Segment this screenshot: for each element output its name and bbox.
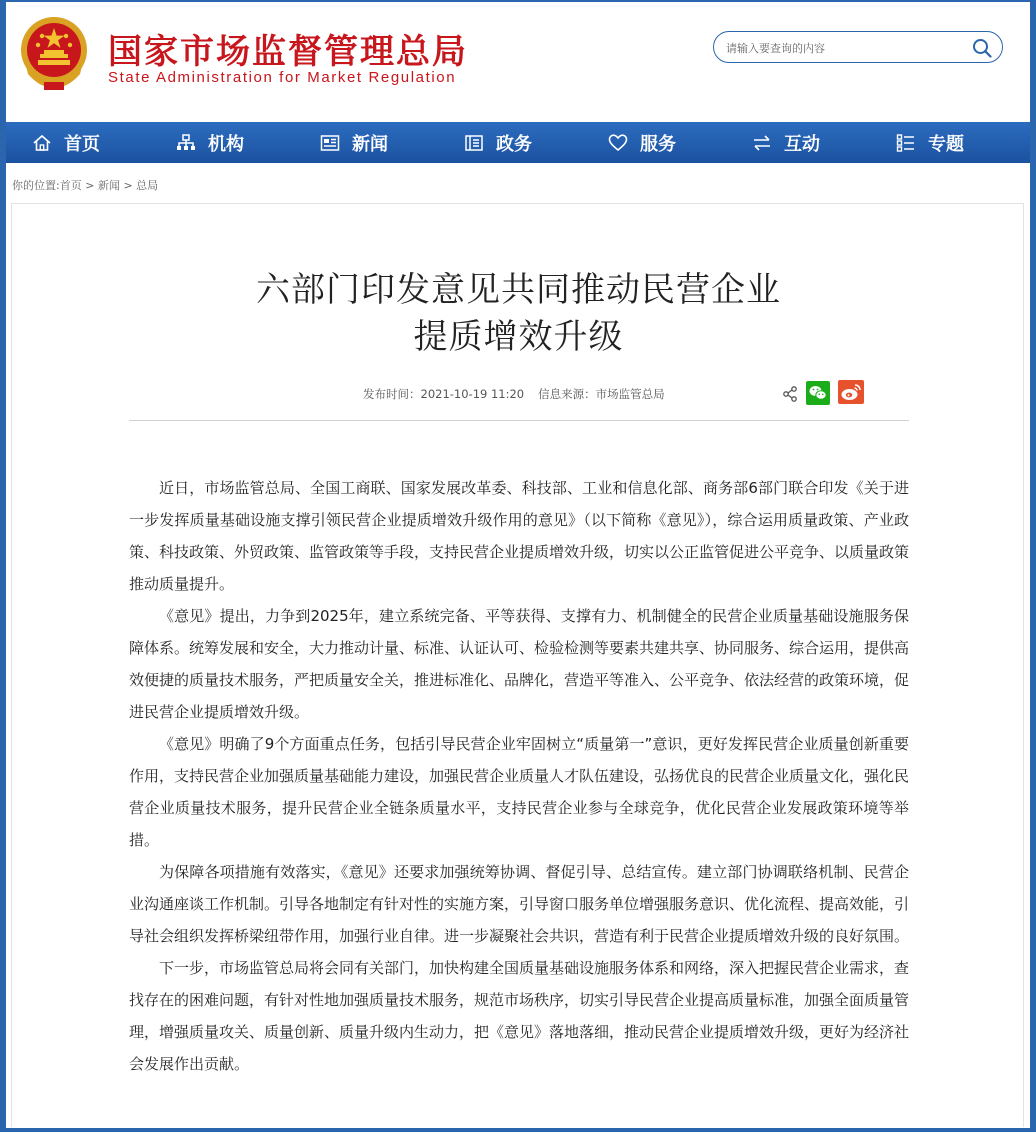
share-icon[interactable] [782,386,798,402]
main-nav [6,122,1030,163]
nav-item-news[interactable] [320,122,388,163]
article-paragraph: 《意见》明确了9个方面重点任务，包括引导民营企业牢固树立“质量第一”意识，更好发挥民营企业质量创新重要作用，支持民营企业加强质量基础能力建设，加强民营企业质量人才队伍建设，弘扬优良的民营企业质量文化，强化民营企业质量技术服务，提升民营企业全链条质量水平，支持民营企业参与全球竞争，优化民营企业发展政策环境等举措。 [129,735,910,849]
title-divider [129,420,909,421]
article-meta [363,386,665,402]
site-title[interactable]: 国家市场监督管理总局 [108,32,468,72]
breadcrumb-item-hq[interactable]: 总局 [136,179,159,192]
nav-item-service[interactable] [608,122,676,163]
info-source: 信息来源：市场监管总局 [538,387,665,401]
breadcrumb [12,177,158,193]
nav-label-service: 服务 [640,133,676,155]
news-icon [320,133,340,153]
org-chart-icon [176,133,196,153]
article-title [12,267,1025,361]
article-title-line2: 提质增效升级 [413,317,624,357]
breadcrumb-prefix: 你的位置: [12,179,60,192]
share-bar [782,380,872,406]
nav-label-topics: 专题 [928,133,964,155]
article-paragraph: 下一步，市场监管总局将会同有关部门，加快构建全国质量基础设施服务体系和网络，深入把握民营企业需求，查找存在的困难问题，有针对性地加强质量技术服务，规范市场秩序，切实引导民营企业提高质量标准，加强全面质量管理，增强质量攻关、质量创新、质量升级内生动力，把《意见》落地落细，推动民营企业提质增效升级，更好为经济社会发展作出贡献。 [129,959,910,1073]
nav-item-interact[interactable] [752,122,820,163]
article-paragraph: 近日，市场监管总局、全国工商联、国家发展改革委、科技部、工业和信息化部、商务部6部门联合印发《关于进一步发挥质量基础设施支撑引领民营企业提质增效升级作用的意见》（以下简称《意见》），综合运用质量政策、产业政策、科技政策、外贸政策、监管政策等手段，支持民营企业提质增效升级，切实以公正监管促进公平竞争、以质量政策推动质量提升。 [129,479,910,593]
publish-time: 发布时间：2021-10-19 11:20 [363,387,525,401]
nav-label-org: 机构 [208,133,244,155]
site-header [6,2,1030,122]
site-subtitle: State Administration for Market Regulation [108,69,457,86]
article-paragraph: 《意见》提出，力争到2025年，建立系统完备、平等获得、支撑有力、机制健全的民营企业质量基础设施服务保障体系。统筹发展和安全，大力推动计量、标准、认证认可、检验检测等要素共建共享、协同服务、综合运用，提供高效便捷的质量技术服务，严把质量安全关，推进标准化、品牌化，营造平等准入、公平竞争、依法经营的政策环境，促进民营企业提质增效升级。 [129,607,910,721]
exchange-arrows-icon [752,133,772,153]
nav-label-interact: 互动 [784,133,820,155]
search-box [713,31,1003,63]
article-paragraph: 为保障各项措施有效落实，《意见》还要求加强统筹协调、督促引导、总结宣传。建立部门协调联络机制、民营企业沟通座谈工作机制。引导各地制定有针对性的实施方案，引导窗口服务单位增强服务意识、优化流程、提高效能，引导社会组织发挥桥梁纽带作用，加强行业自律。进一步凝聚社会共识，营造有利于民营企业提质增效升级的良好氛围。 [129,863,910,945]
nav-item-topics[interactable] [896,122,964,163]
breadcrumb-separator: > [123,179,133,192]
article-body [129,472,909,1080]
article-container [11,203,1024,1127]
article-title-line1: 六部门印发意见共同推动民营企业 [256,270,781,310]
breadcrumb-item-news[interactable]: 新闻 [97,179,120,192]
nav-label-government: 政务 [496,133,532,155]
heart-icon [608,133,628,153]
wechat-share-icon[interactable] [806,381,830,405]
breadcrumb-separator: > [85,179,95,192]
weibo-share-icon[interactable] [838,380,864,404]
topics-icon [896,133,916,153]
search-icon[interactable] [972,38,992,58]
nav-item-government[interactable] [464,122,532,163]
nav-item-home[interactable] [32,122,100,163]
nav-item-org[interactable] [176,122,244,163]
nav-label-home: 首页 [64,133,100,155]
breadcrumb-item-home[interactable]: 首页 [59,179,82,192]
nav-label-news: 新闻 [352,133,388,155]
national-emblem-logo[interactable] [18,16,90,92]
search-input[interactable] [724,36,968,60]
government-icon [464,133,484,153]
home-icon [32,133,52,153]
